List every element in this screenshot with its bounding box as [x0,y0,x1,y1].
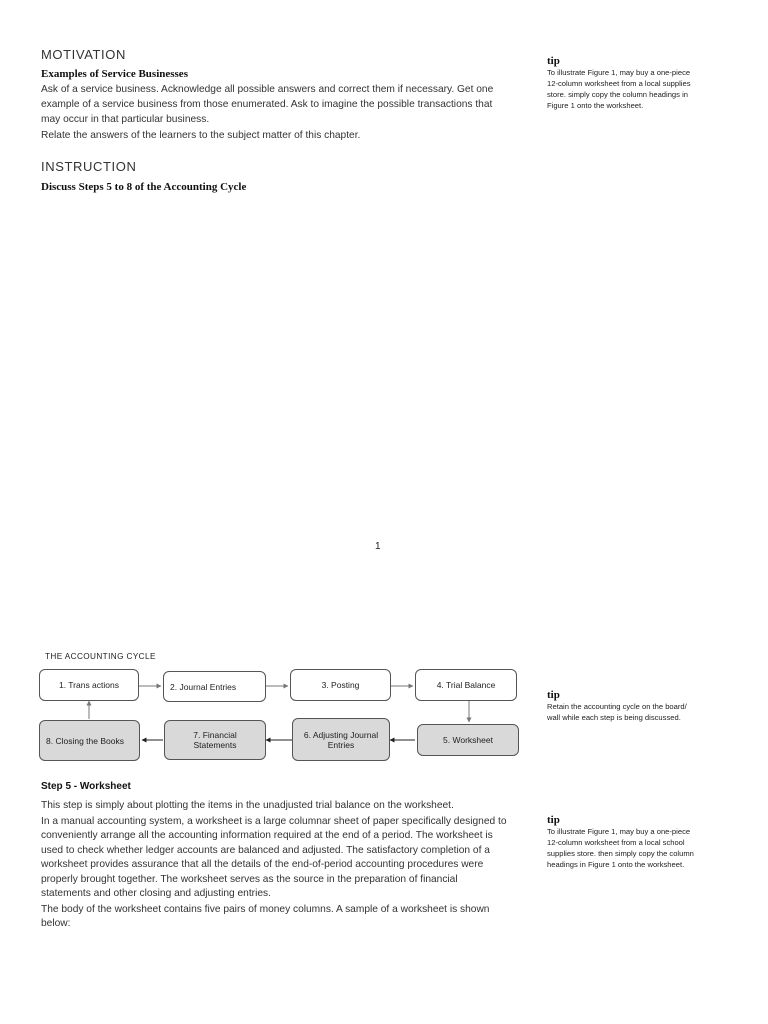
cycle-step-trial-balance [415,669,517,701]
motivation-subheading: Examples of Service Businesses [41,68,188,80]
step5-heading: Step 5 - Worksheet [41,781,131,792]
step5-line: In a manual accounting system, a worksheet is a large columnar sheet of paper specifically designed to [41,816,507,827]
motivation-heading: MOTIVATION [41,47,126,62]
cycle-step-label: 2. Journal Entries [170,681,237,692]
step5-line: below: [41,918,71,930]
tip-line: To illustrate Figure 1, may buy a one-piece [547,68,691,77]
tip-title: tip [547,55,560,67]
step5-line: worksheet provides assurance that all the details of the end-of-period accounting procedures were [41,859,484,871]
tip-text [547,701,737,723]
tip-text [547,826,737,870]
step5-line: statements and other closing and adjusting entries. [41,888,271,900]
cycle-step-label: 4. Trial Balance [436,680,496,690]
cycle-step-label: 3. Posting [321,680,360,690]
cycle-step-adjusting-entries [292,718,390,761]
step5-line: conveniently arrange all the accounting information required at the end of a period. The worksheet is [41,830,493,842]
cycle-step-financial-statements [164,720,266,760]
step5-paragraph [41,815,541,901]
cycle-step-closing-books [39,720,140,761]
cycle-step-label: 6. Adjusting Journal Entries [303,729,379,750]
step5-intro: This step is simply about plotting the items in the unadjusted trial balance on the worksheet. [41,800,454,811]
cycle-step-journal-entries [163,671,266,702]
instruction-subheading: Discuss Steps 5 to 8 of the Accounting Cycle [41,181,247,193]
tip-panel [547,814,737,870]
cycle-step-label: 7. Financial Statements [193,730,237,750]
tip-line: 12-column worksheet from a local school [547,838,685,847]
tip-line: wall while each step is being discussed. [547,713,681,722]
accounting-cycle-title: THE ACCOUNTING CYCLE [45,652,156,661]
motivation-line: Ask of a service business. Acknowledge all possible answers and correct them if necessary. Get one [41,84,494,95]
cycle-step-label: 8. Closing the Books [46,735,124,746]
tip-title: tip [547,814,560,826]
page-number: 1 [375,541,381,552]
tip-line: 12-column worksheet from a local supplies [547,79,691,88]
cycle-step-label: 5. Worksheet [443,735,493,745]
step5-paragraph [41,903,541,932]
cycle-step-transactions [39,669,139,701]
tip-line: Figure 1 onto the worksheet. [547,101,644,110]
step5-line: properly brought together. The worksheet serves as the source in the preparation of financial [41,873,458,885]
tip-line: supplies store. then simply copy the column [547,849,694,858]
tip-line: headings in Figure 1 onto the worksheet. [547,860,685,869]
cycle-step-worksheet [417,724,519,756]
tip-line: Retain the accounting cycle on the board/ [547,702,687,711]
tip-panel [547,689,737,723]
tip-title: tip [547,689,560,701]
instruction-heading: INSTRUCTION [41,159,137,174]
tip-line: store. simply copy the column headings in [547,90,688,99]
step5-line: The body of the worksheet contains five pairs of money columns. A sample of a worksheet is shown [41,904,490,915]
step5-line: used to check whether ledger accounts are balanced and adjusted. The satisfactory completion of a [41,844,490,856]
motivation-line: may occur in that particular business. [41,114,210,125]
motivation-line: example of a service business from those enumerated. Ask to imagine the possible transactions that [41,99,493,110]
motivation-relate-text: Relate the answers of the learners to the subject matter of this chapter. [41,130,361,141]
cycle-step-posting [290,669,391,701]
tip-line: To illustrate Figure 1, may buy a one-piece [547,827,691,836]
cycle-step-label: 1. Trans actions [58,680,119,690]
